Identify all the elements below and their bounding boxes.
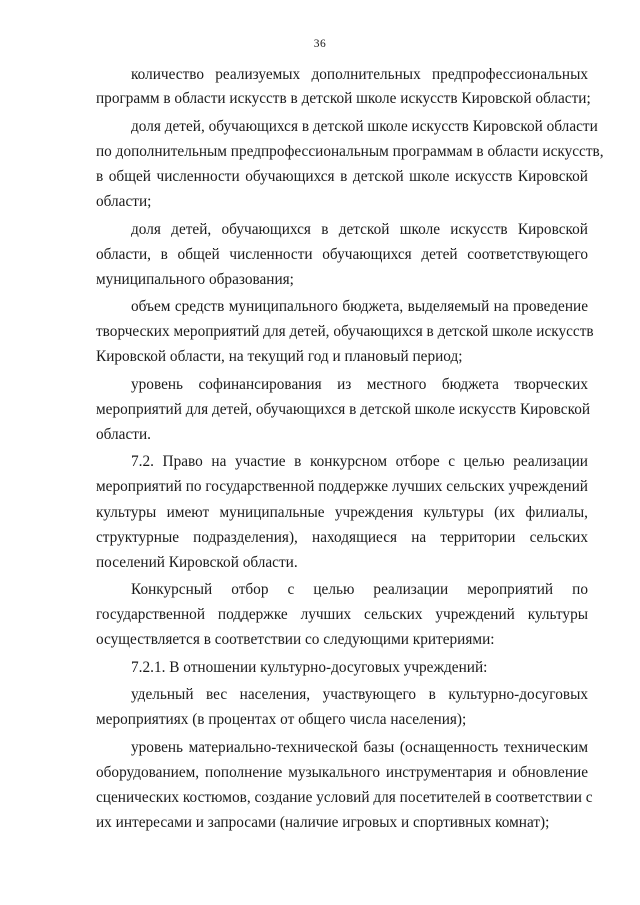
text-line: оборудованием, пополнение музыкального инструментария и обновление (96, 764, 588, 781)
text-line: их интересами и запросами (наличие игровых и спортивных комнат); (96, 814, 550, 831)
text-line: 7.2. Право на участие в конкурсном отборе с целью реализации (131, 453, 588, 470)
text-line: области, в общей численности обучающихся детей соответствующего (96, 246, 588, 263)
text-line: структурные подразделения), находящиеся на территории сельских (96, 529, 588, 546)
text-line: 7.2.1. В отношении культурно-досуговых учреждений: (131, 659, 488, 676)
text-line: поселений Кировской области. (96, 554, 298, 571)
text-line: мероприятиях (в процентах от общего числа населения); (96, 711, 467, 728)
text-line: осуществляется в соответствии со следующими критериями: (96, 631, 495, 648)
text-line: доля детей, обучающихся в детской школе искусств Кировской области (131, 118, 598, 135)
text-line: области. (96, 426, 151, 443)
text-line: творческих мероприятий для детей, обучающихся в детской школе искусств (96, 323, 594, 340)
text-line: муниципального образования; (96, 271, 294, 288)
text-line: государственной поддержке лучших сельских учреждений культуры (96, 606, 588, 623)
text-line: области; (96, 193, 152, 210)
text-line: Конкурсный отбор с целью реализации мероприятий по (131, 581, 588, 598)
text-line: программ в области искусств в детской школе искусств Кировской области; (96, 90, 591, 107)
text-line: мероприятий для детей, обучающихся в детской школе искусств Кировской (96, 401, 591, 418)
text-line: мероприятий по государственной поддержке лучших сельских учреждений (96, 478, 588, 495)
text-line: в общей численности обучающихся в детской школе искусств Кировской (96, 168, 588, 185)
text-line: уровень материально-технической базы (оснащенность техническим (131, 739, 588, 756)
text-line: культуры имеют муниципальные учреждения культуры (их филиалы, (96, 504, 588, 521)
text-line: уровень софинансирования из местного бюджета творческих (131, 376, 588, 393)
text-line: Кировской области, на текущий год и плановый период; (96, 348, 463, 365)
page-number: 36 (313, 38, 327, 50)
text-line: доля детей, обучающихся в детской школе искусств Кировской (131, 221, 588, 238)
text-line: сценических костюмов, создание условий для посетителей в соответствии с (96, 789, 593, 806)
text-line: удельный вес населения, участвующего в культурно-досуговых (131, 686, 588, 703)
text-line: объем средств муниципального бюджета, выделяемый на проведение (131, 298, 588, 315)
text-line: по дополнительным предпрофессиональным программам в области искусств, (96, 143, 604, 160)
text-line: количество реализуемых дополнительных предпрофессиональных (131, 66, 588, 83)
